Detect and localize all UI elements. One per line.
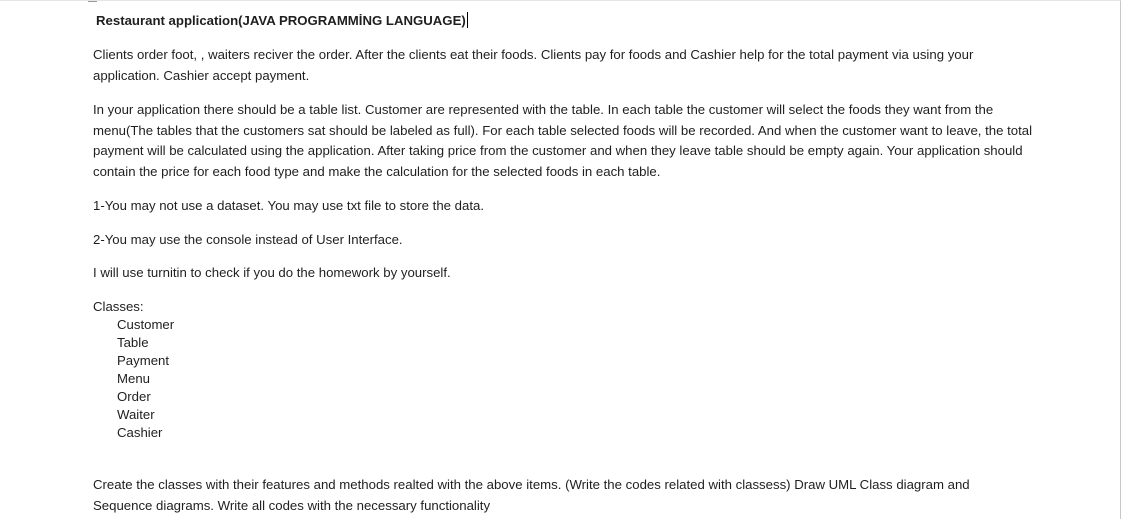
class-list-item[interactable]: Cashier [117,425,163,440]
class-list [117,316,174,442]
paragraph-turnitin[interactable]: I will use turnitin to check if you do the homework by yourself. [93,265,451,280]
document-title[interactable] [96,12,468,30]
paragraph-closing[interactable]: Create the classes with their features and methods realted with the above items. (Write the codes related with classess) Draw UML Class diagram and Sequence diagrams. Write all codes with the necessary functionality [93,477,970,513]
document-title-text[interactable]: Restaurant application(JAVA PROGRAMMİNG LANGUAGE) [96,13,466,28]
text-cursor [467,12,468,28]
classes-label[interactable]: Classes: [93,299,144,314]
class-list-item[interactable]: Customer [117,317,175,332]
paragraph-rule-1[interactable]: 1-You may not use a dataset. You may use txt file to store the data. [93,198,484,213]
class-list-item[interactable]: Menu [117,371,150,386]
page-corner-mark [88,1,97,2]
class-list-item[interactable]: Waiter [117,407,155,422]
class-list-item[interactable]: Table [117,335,149,350]
paragraph-intro[interactable]: Clients order foot, , waiters reciver the order. After the clients eat their foods. Clients pay for foods and Cashier help for the total payment via using your application. Cashier accept payment. [93,47,974,83]
paragraph-requirements[interactable]: In your application there should be a table list. Customer are represented with the table. In each table the customer will select the foods they want from the menu(The tables that the customers sat should be labeled as full). For each table selected foods will be recorded. And when the customer want to leave, the total payment will be calculated using the application. After taking price from the customer and when they leave table should be empty again. Your application should contain the price for each food type and make the calculation for the selected foods in each table. [93,102,1033,180]
paragraph-rule-2[interactable]: 2-You may use the console instead of User Interface. [93,232,403,247]
class-list-item[interactable]: Payment [117,353,170,368]
class-list-item[interactable]: Order [117,389,151,404]
